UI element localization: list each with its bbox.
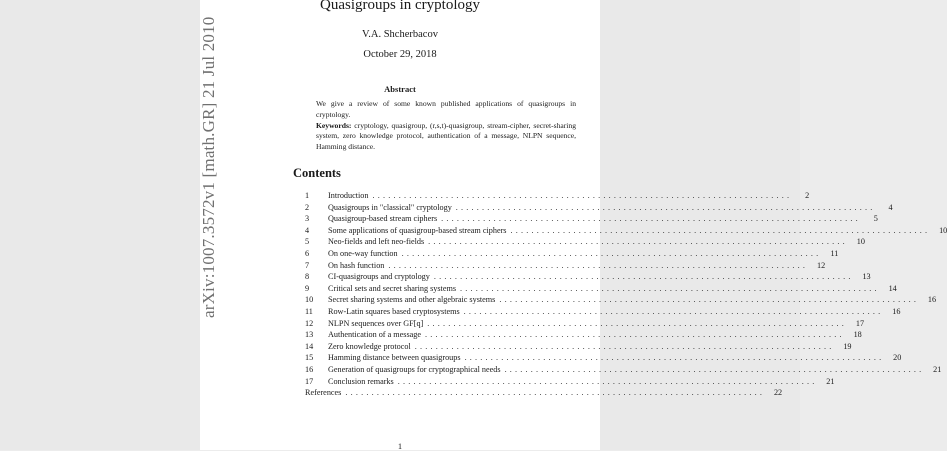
toc-entry-title: Conclusion remarks [328,376,394,386]
toc-entry-number: 3 [305,214,310,224]
toc-entry[interactable] [305,202,893,215]
toc-entry-title: Hamming distance between quasigroups [328,353,461,363]
toc-entry[interactable] [305,214,878,226]
toc-entry-title: Generation of quasigroups for cryptographical needs [328,364,501,374]
toc-entry-page: 14 [888,283,897,293]
toc-entry-page: 4 [888,202,893,212]
left-background [0,0,200,450]
toc-entry-number: 10 [305,295,314,305]
toc-entry[interactable] [305,260,826,273]
toc-entry-number: 6 [305,248,310,258]
toc-entry-page: 20 [893,353,902,363]
toc-entry[interactable] [305,283,897,296]
toc-entry-title: Quasigroups in "classical" cryptology [328,202,452,212]
toc-entry-title: Introduction [328,191,369,200]
toc-leader-dots: ................................................................................ [441,214,861,224]
toc-entry-page: 18 [853,330,862,340]
toc-entry[interactable] [305,191,810,203]
toc-entry[interactable] [305,272,871,284]
toc-entry-number: 4 [305,225,310,235]
toc-entry-number: 1 [305,191,310,200]
toc-entry[interactable] [305,295,937,307]
toc-entry-title: Row-Latin squares based cryptosystems [328,306,460,316]
toc-leader-dots: ................................................................................ [463,306,884,316]
paper-page [200,0,947,451]
toc-leader-dots: ................................................................................ [425,330,845,340]
paper-author: V.A. Shcherbacov [362,29,438,40]
toc-entry-title: On hash function [328,260,385,270]
toc-leader-dots: ................................................................................ [433,272,854,282]
toc-leader-dots: ................................................................................ [427,318,848,328]
abstract-text: We give a review of some known published applications of quasigroups in cryptology. [316,99,576,119]
keywords-label: Keywords: [316,120,352,130]
arxiv-stamp: arXiv:1007.3572v1 [math.GR] 21 Jul 2010 [199,16,218,318]
toc-entry-page: 13 [862,272,871,282]
toc-entry-number: 9 [305,283,310,293]
toc-entry-title: References [305,388,342,398]
toc-entry[interactable] [305,237,865,249]
toc-entry-title: Authentication of a message [328,330,421,340]
toc-leader-dots: ................................................................................ [460,283,880,293]
toc-entry-number: 7 [305,260,310,270]
toc-entry-number: 5 [305,237,310,247]
toc-entry-page: 10 [856,237,865,247]
toc-entry-number: 2 [305,202,310,212]
keywords-text: cryptology, quasigroup, (r,s,t)-quasigroup, stream-cipher, secret-sharing system, zero knowledge protocol, authentication of a message, NLPN sequence, Hamming distance. [316,120,576,152]
toc-leader-dots: ................................................................................ [428,237,848,247]
toc-entry-number: 14 [305,341,314,351]
toc-entry-page: 10 [939,225,947,235]
paper-date: October 29, 2018 [363,49,437,60]
toc-entry-page: 19 [843,341,852,351]
toc-entry[interactable] [305,376,835,389]
toc-entry[interactable] [305,330,862,342]
toc-leader-dots: ................................................................................ [388,260,809,270]
toc-entry-title: On one-way function [328,248,398,258]
abstract-heading: Abstract [384,84,416,94]
toc-entry-title: Neo-fields and left neo-fields [328,237,425,247]
toc-entry-page: 2 [805,191,810,200]
toc-entry[interactable] [305,341,852,354]
toc-entry-page: 16 [927,295,937,305]
contents-heading: Contents [293,166,341,180]
toc-entry-title: Critical sets and secret sharing systems [328,283,457,293]
toc-entry-page: 17 [855,318,865,328]
toc-entry-page: 12 [816,260,826,270]
keywords-line [316,121,576,153]
page-number: 1 [397,441,403,451]
toc-entry-title: CI-quasigroups and cryptology [328,272,430,282]
toc-leader-dots: ................................................................................ [499,295,920,305]
toc-entry-title: Some applications of quasigroup-based stream ciphers [328,225,507,235]
toc-leader-dots: ................................................................................ [504,364,925,374]
toc-entry-number: 16 [305,364,314,374]
toc-entry[interactable] [305,364,942,377]
toc-entry[interactable] [305,388,783,400]
toc-entry-title: Secret sharing systems and other algebraic systems [328,295,496,305]
toc-leader-dots: ................................................................................ [414,341,835,351]
toc-entry-title: Quasigroup-based stream ciphers [328,214,438,224]
toc-entry-page: 11 [830,248,839,258]
table-of-contents [305,191,947,400]
toc-entry-page: 5 [873,214,878,224]
toc-entry-number: 15 [305,353,314,363]
toc-entry-number: 11 [305,306,313,316]
toc-entry-title: NLPN sequences over GF[q] [328,318,424,328]
toc-entry-number: 17 [305,376,314,386]
toc-entry[interactable] [305,353,902,365]
toc-entry-page: 16 [892,306,901,316]
toc-entry[interactable] [305,306,901,319]
abstract-body [316,99,576,153]
toc-entry-page: 21 [826,376,835,386]
toc-entry-page: 22 [773,388,783,398]
toc-leader-dots: ................................................................................ [510,225,931,235]
toc-entry[interactable] [305,225,947,238]
toc-leader-dots: ................................................................................ [401,248,822,258]
toc-entry-number: 13 [305,330,314,340]
toc-leader-dots: ................................................................................ [345,388,766,398]
toc-entry-page: 21 [933,364,942,374]
toc-entry[interactable] [305,248,839,261]
toc-leader-dots: ................................................................................ [372,191,793,200]
toc-entry-number: 12 [305,318,314,328]
toc-leader-dots: ................................................................................ [455,202,876,212]
toc-entry[interactable] [305,318,865,331]
toc-entry-number: 8 [305,272,310,282]
paper-title: Quasigroups in cryptology [320,0,480,13]
toc-leader-dots: ................................................................................ [397,376,818,386]
toc-leader-dots: ................................................................................ [464,353,885,363]
toc-entry-title: Zero knowledge protocol [328,341,411,351]
